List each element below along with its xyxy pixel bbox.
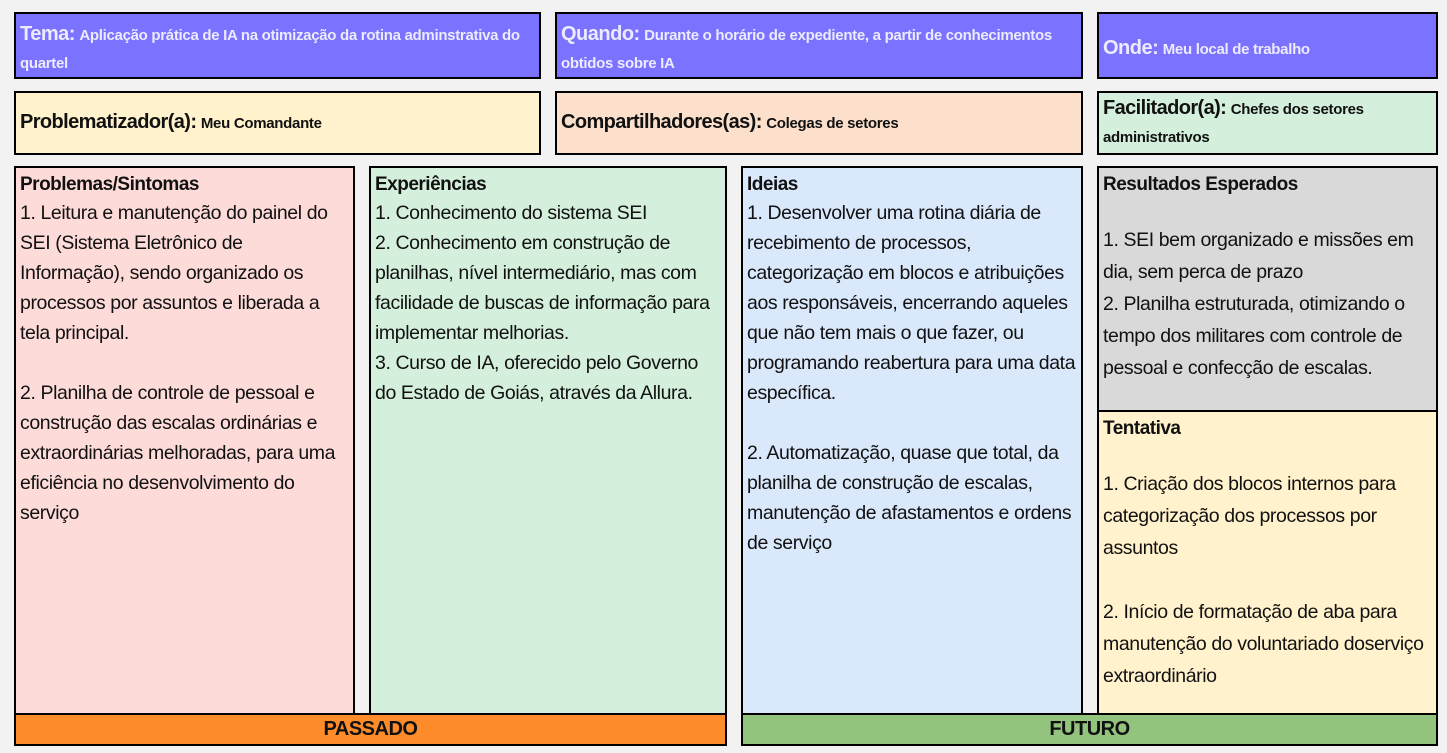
problemas-title: Problemas/Sintomas	[20, 174, 199, 195]
compartilhadores-value: Colegas de setores	[766, 115, 899, 132]
experiencias-title: Experiências	[375, 174, 487, 195]
tentativa-title: Tentativa	[1103, 418, 1181, 439]
ideias-body: 1. Desenvolver uma rotina diária de recebimento de processos, categorização em blocos e atribuições aos responsáveis, encerrando aqueles que não tem mais o que fazer, ou programando reabertura para uma data específica. 2. Automatização, quase que total, da planilha de construção de escalas, manutenção de afastamentos e ordens de serviço	[747, 202, 1076, 554]
onde-label: Onde:	[1103, 36, 1159, 59]
facilitador-box	[1097, 91, 1438, 155]
futuro-bar	[741, 713, 1438, 746]
tentativa-body: 1. Criação dos blocos internos para categorização dos processos por assuntos 2. Início de formatação de aba para manutenção do voluntariado doserviço extraordinário	[1103, 473, 1424, 687]
passado-bar	[14, 713, 727, 746]
ideias-title: Ideias	[747, 174, 798, 195]
experiencias-body: 1. Conhecimento do sistema SEI 2. Conhecimento em construção de planilhas, nível intermediário, mas com facilidade de buscas de informação para implementar melhorias. 3. Curso de IA, oferecido pelo Governo do Estado de Goiás, através da Allura.	[375, 202, 710, 404]
experiencias-panel	[369, 166, 727, 716]
compartilhadores-box	[555, 91, 1083, 155]
compartilhadores-label: Compartilhadores(as):	[561, 111, 762, 133]
facilitador-value: Chefes dos setores administrativos	[1103, 101, 1364, 146]
problematizador-label: Problematizador(a):	[20, 111, 197, 133]
tema-label: Tema:	[20, 22, 75, 45]
resultados-body: 1. SEI bem organizado e missões em dia, sem perca de prazo 2. Planilha estruturada, otimizando o tempo dos militares com controle de pessoal e confecção de escalas.	[1103, 229, 1414, 379]
quando-label: Quando:	[561, 22, 640, 45]
quando-value: Durante o horário de expediente, a partir de conhecimentos obtidos sobre IA	[561, 26, 1052, 72]
quando-box	[555, 12, 1083, 79]
onde-box	[1097, 12, 1438, 79]
futuro-label: FUTURO	[1049, 718, 1130, 740]
tema-value: Aplicação prática de IA na otimização da rotina adminstrativa do quartel	[20, 26, 520, 72]
tema-box	[14, 12, 541, 79]
problemas-body: 1. Leitura e manutenção do painel do SEI (Sistema Eletrônico de Informação), sendo organizado os processos por assuntos e liberada a tela principal. 2. Planilha de controle de pessoal e construção das escalas ordinárias e extraordinárias melhoradas, para uma eficiência no desenvolvimento do serviço	[20, 202, 336, 524]
resultados-title: Resultados Esperados	[1103, 174, 1298, 195]
ideias-panel	[741, 166, 1083, 716]
onde-value: Meu local de trabalho	[1162, 40, 1310, 58]
facilitador-label: Facilitador(a):	[1103, 97, 1227, 119]
problemas-panel	[14, 166, 355, 716]
tentativa-panel	[1097, 410, 1438, 716]
passado-label: PASSADO	[323, 718, 418, 740]
problematizador-box	[14, 91, 541, 155]
problematizador-value: Meu Comandante	[200, 115, 322, 132]
resultados-panel	[1097, 166, 1438, 412]
